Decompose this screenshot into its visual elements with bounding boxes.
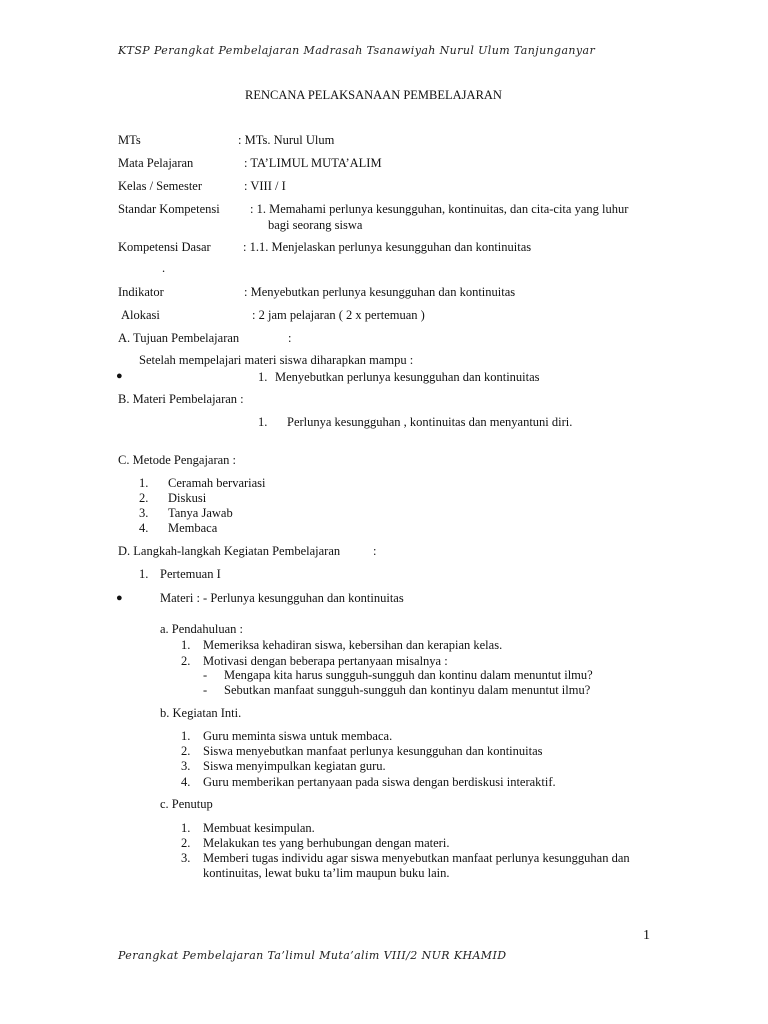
list-item-num: 4. <box>139 521 149 535</box>
section-b-heading: B. Materi Pembelajaran : <box>118 392 244 406</box>
pertemuan-num: 1. <box>139 567 149 581</box>
section-a-item-text: Menyebutkan perlunya kesungguhan dan kontinuitas <box>275 370 540 384</box>
alokasi-value: : 2 jam pelajaran ( 2 x pertemuan ) <box>252 308 425 322</box>
section-a-heading: A. Tujuan Pembelajaran <box>118 331 240 345</box>
list-item-text: Memeriksa kehadiran siswa, kebersihan dan kerapian kelas. <box>203 638 503 652</box>
list-item-continuation: kontinuitas, lewat buku ta’lim maupun buku lain. <box>203 866 450 880</box>
mts-label: MTs <box>118 133 141 147</box>
list-item-num: 2. <box>181 654 191 668</box>
section-d-colon: : <box>373 544 377 558</box>
sk-value-line-1: : 1. Memahami perlunya kesungguhan, kontinuitas, dan cita-cita yang luhur <box>250 202 629 216</box>
section-c-heading: C. Metode Pengajaran : <box>118 453 237 467</box>
pendahuluan-heading: a. Pendahuluan : <box>160 622 243 636</box>
section-a-item-num: 1. <box>258 370 268 384</box>
sk-value-line-2: bagi seorang siswa <box>268 218 363 232</box>
stray-dot: . <box>162 261 166 275</box>
list-item-num: 2. <box>181 836 191 850</box>
kelas-label: Kelas / Semester <box>118 179 203 193</box>
bullet-icon: ● <box>116 370 123 382</box>
page-footer: Perangkat Pembelajaran Ta’limul Muta’alim VIII/2 NUR KHAMID <box>118 949 507 962</box>
list-item-num: 3. <box>181 851 191 865</box>
question-dash: - <box>203 683 208 697</box>
list-item-num: 3. <box>139 506 149 520</box>
bullet-icon: ● <box>116 592 123 604</box>
page-header: KTSP Perangkat Pembelajaran Madrasah Tsanawiyah Nurul Ulum Tanjunganyar <box>118 44 596 57</box>
list-item-text: Melakukan tes yang berhubungan dengan materi. <box>203 836 450 850</box>
section-a-intro: Setelah mempelajari materi siswa diharapkan mampu : <box>139 353 414 367</box>
list-item-text: Siswa menyebutkan manfaat perlunya kesungguhan dan kontinuitas <box>203 744 543 758</box>
list-item-num: 1. <box>181 821 191 835</box>
question-text: Mengapa kita harus sungguh-sungguh dan kontinu dalam menuntut ilmu? <box>224 668 593 682</box>
kd-value: : 1.1. Menjelaskan perlunya kesungguhan dan kontinuitas <box>243 240 532 254</box>
indikator-label: Indikator <box>118 285 164 299</box>
list-item-num: 3. <box>181 759 191 773</box>
kd-label: Kompetensi Dasar <box>118 240 211 254</box>
list-item-num: 1. <box>139 476 149 490</box>
list-item-text: Motivasi dengan beberapa pertanyaan misalnya : <box>203 654 448 668</box>
list-item-num: 1. <box>181 638 191 652</box>
list-item-text: Diskusi <box>168 491 207 505</box>
list-item-num: 2. <box>139 491 149 505</box>
list-item-num: 1. <box>181 729 191 743</box>
list-item-num: 2. <box>181 744 191 758</box>
materi-line: Materi : - Perlunya kesungguhan dan kontinuitas <box>160 591 404 605</box>
document-title: RENCANA PELAKSANAAN PEMBELAJARAN <box>245 88 502 102</box>
mapel-label: Mata Pelajaran <box>118 156 194 170</box>
list-item-text: Membuat kesimpulan. <box>203 821 315 835</box>
section-a-colon: : <box>288 331 292 345</box>
list-item-text: Tanya Jawab <box>168 506 233 520</box>
list-item-text: Guru meminta siswa untuk membaca. <box>203 729 393 743</box>
pertemuan-label: Pertemuan I <box>160 567 221 581</box>
penutup-heading: c. Penutup <box>160 797 213 811</box>
list-item-text: Membaca <box>168 521 218 535</box>
mapel-value: : TA’LIMUL MUTA’ALIM <box>244 156 382 170</box>
alokasi-label: Alokasi <box>121 308 160 322</box>
mts-value: : MTs. Nurul Ulum <box>238 133 335 147</box>
list-item-text: Memberi tugas individu agar siswa menyebutkan manfaat perlunya kesungguhan dan <box>203 851 630 865</box>
indikator-value: : Menyebutkan perlunya kesungguhan dan kontinuitas <box>244 285 516 299</box>
list-item-text: Guru memberikan pertanyaan pada siswa dengan berdiskusi interaktif. <box>203 775 556 789</box>
question-text: Sebutkan manfaat sungguh-sungguh dan kontinyu dalam menuntut ilmu? <box>224 683 591 697</box>
section-d-heading: D. Langkah-langkah Kegiatan Pembelajaran <box>118 544 341 558</box>
list-item-text: Ceramah bervariasi <box>168 476 266 490</box>
section-b-item-text: Perlunya kesungguhan , kontinuitas dan menyantuni diri. <box>287 415 573 429</box>
section-b-item-num: 1. <box>258 415 268 429</box>
sk-label: Standar Kompetensi <box>118 202 220 216</box>
list-item-num: 4. <box>181 775 191 789</box>
list-item-text: Siswa menyimpulkan kegiatan guru. <box>203 759 386 773</box>
question-dash: - <box>203 668 208 682</box>
kegiatan-inti-heading: b. Kegiatan Inti. <box>160 706 242 720</box>
kelas-value: : VIII / I <box>244 179 286 193</box>
page-number: 1 <box>643 928 650 943</box>
